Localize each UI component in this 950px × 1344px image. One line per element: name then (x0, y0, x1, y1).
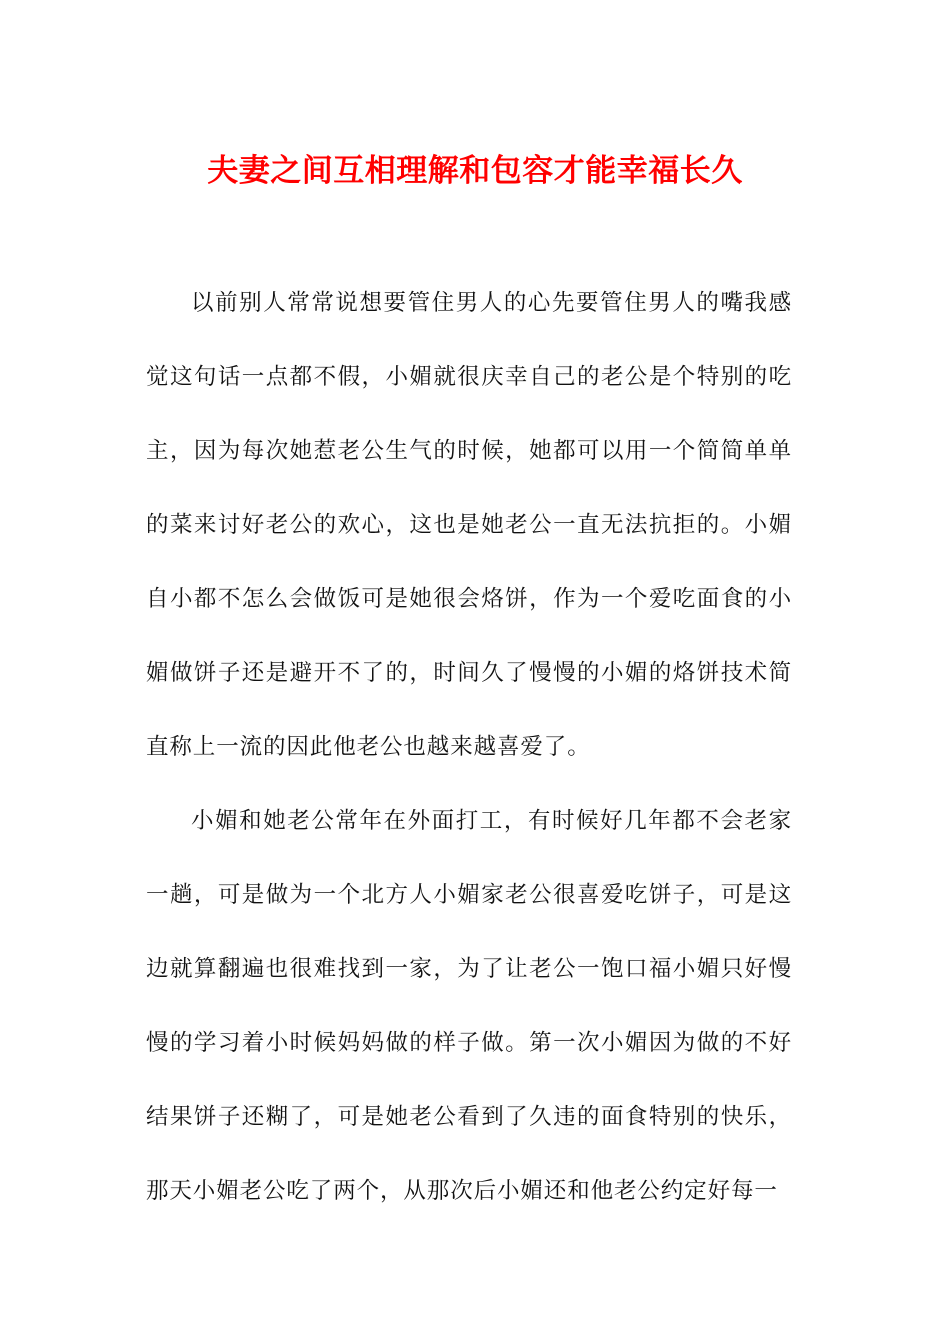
document-body (146, 266, 792, 1228)
paragraph-1: 以前别人常常说想要管住男人的心先要管住男人的嘴我感觉这句话一点都不假，小媚就很庆幸自己的老公是个特别的吃主，因为每次她惹老公生气的时候，她都可以用一个简简单单的菜来讨好老公的欢心，这也是她老公一直无法抗拒的。小媚自小都不怎么会做饭可是她很会烙饼，作为一个爱吃面食的小媚做饼子还是避开不了的，时间久了慢慢的小媚的烙饼技术简直称上一流的因此他老公也越来越喜爱了。 (146, 290, 792, 760)
document-title: 夫妻之间互相理解和包容才能幸福长久 (207, 153, 743, 189)
paragraph-2: 小媚和她老公常年在外面打工，有时候好几年都不会老家一趟，可是做为一个北方人小媚家老公很喜爱吃饼子，可是这边就算翻遍也很难找到一家，为了让老公一饱口福小媚只好慢慢的学习着小时候妈妈做的样子做。第一次小媚因为做的不好结果饼子还糊了，可是她老公看到了久违的面食特别的快乐，那天小媚老公吃了两个，从那次后小媚还和他老公约定好每一 (146, 808, 792, 1204)
